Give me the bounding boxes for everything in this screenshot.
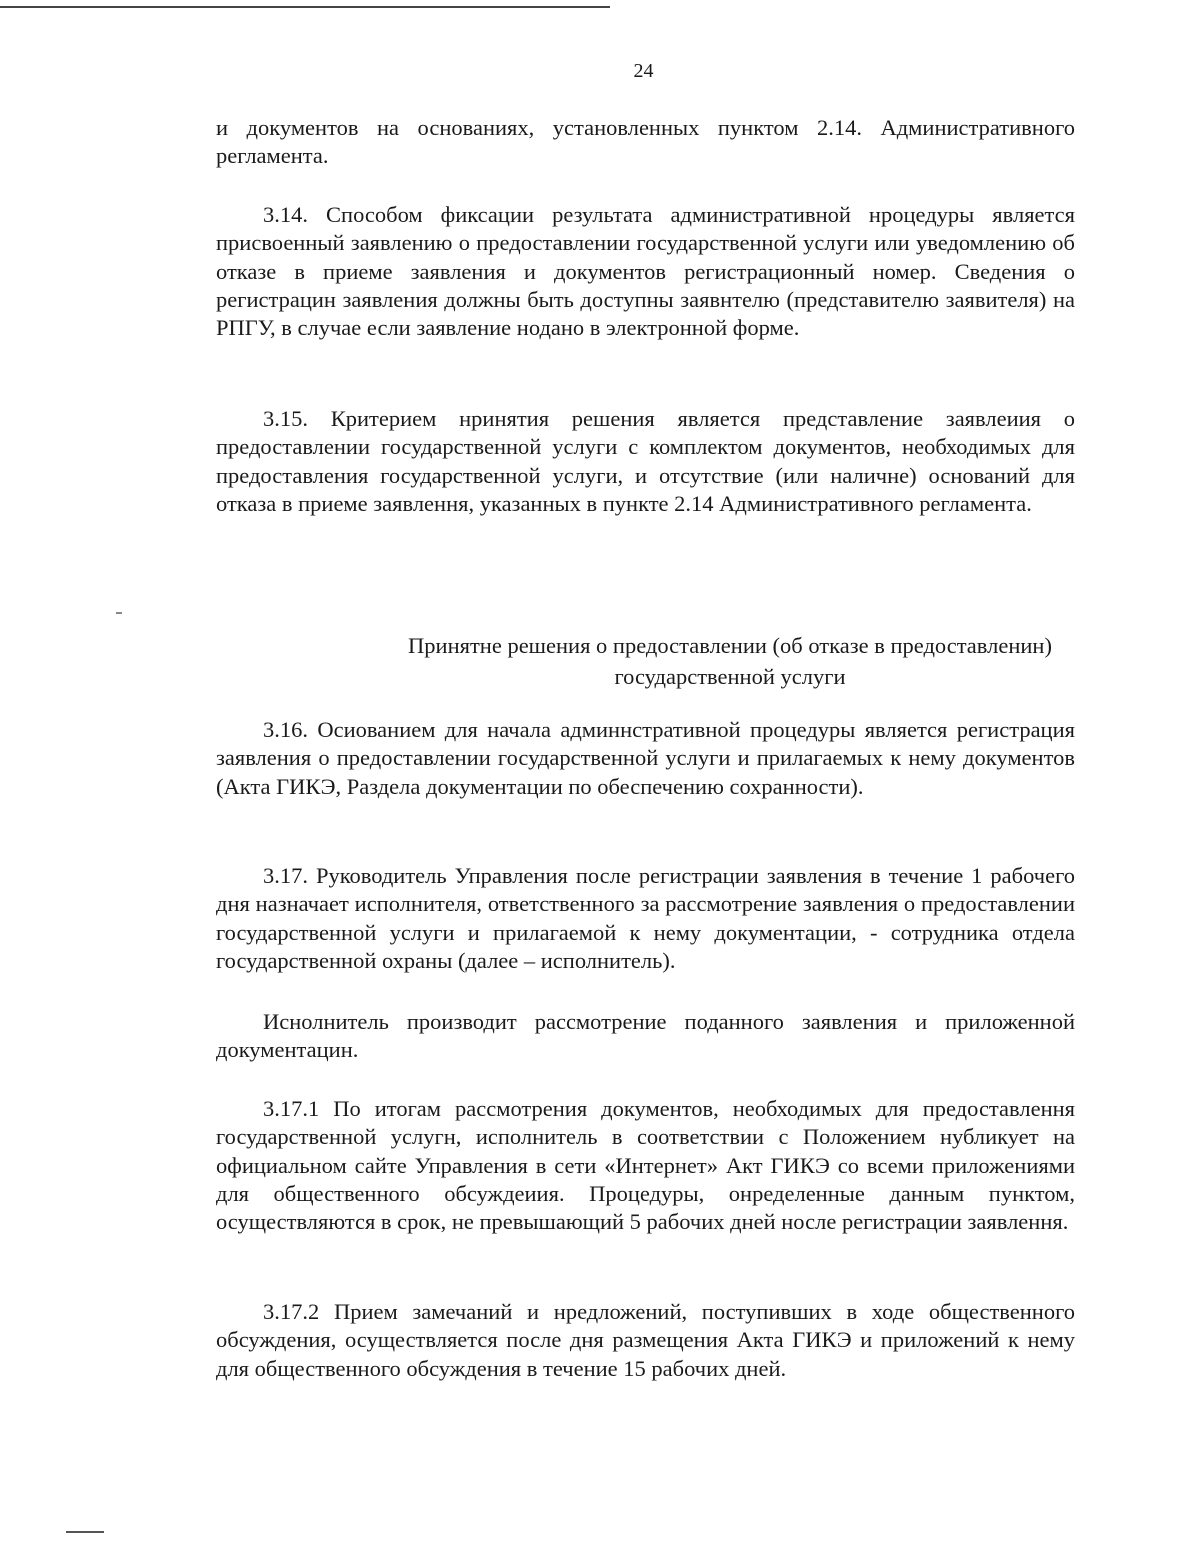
paragraph-3-17: 3.17. Руководитель Управления после регистрации заявления в течение 1 рабочего дня назначает исполнителя, ответственного за рассмотрение заявления о предоставлении государственной услуги и прилагаемой к нему документации, - сотрудника отдела государственной охраны (далее – исполнитель). (216, 863, 1075, 973)
paragraph-3-16: 3.16. Осиованием для начала админнстративной процедуры является регистрация заявления о предоставлении государственной услуги и прилагаемых к нему документов (Акта ГИКЭ, Раздела документации по обеспечению сохранности). (216, 717, 1075, 799)
paragraph-3-17-executor: Иснолнитель производит рассмотрение поданного заявления и приложенной документацин. (216, 1009, 1075, 1063)
paragraph-3-14: 3.14. Способом фиксации результата административной нроцедуры является присвоенный заявлению о предоставлении государственной услуги или уведомлению об отказе в приеме заявления и документов регистрационный номер. Сведения о регистрацин заявления должны быть доступны заявнтелю (представителю заявителя) на РПГУ, в случае если заявление нодано в электронной форме. (216, 202, 1075, 341)
section-heading-line-1: Принятне решения о предоставлении (об отказе в предоставленин) (408, 633, 1052, 658)
page-number: 24 (633, 60, 654, 82)
paragraph-3-17-1: 3.17.1 По итогам рассмотрения документов, необходимых для предоставлення государственной услугн, исполнитель в соответствии с Положением нубликует на официальном сайте Управления в сети «Интернет» Акт ГИКЭ со всеми приложениями для общественного обсуждеиия. Процедуры, онределенные данным пунктом, осуществляются в срок, не превышающий 5 рабочих дней носле регистрации заявлення. (216, 1096, 1075, 1235)
margin-mark (116, 612, 122, 614)
section-heading-line-2: государственной услуги (614, 664, 846, 689)
bottom-scan-mark (66, 1531, 104, 1533)
paragraph-continuation: и документов на основаниях, установленных пунктом 2.14. Административного регламента. (216, 115, 1075, 169)
top-scan-rule (0, 6, 610, 8)
paragraph-3-17-2: 3.17.2 Прием замечаний и нредложений, поступивших в ходе общественного обсуждения, осуществляется после дня размещения Акта ГИКЭ и приложений к нему для общественного обсуждения в течение 15 рабочих дней. (216, 1299, 1075, 1381)
section-heading (216, 630, 1200, 692)
paragraph-3-15: 3.15. Критерием нринятия решения является представление заявлеиия о предоставлении государственной услуги с комплектом документов, необходимых для предоставления государственной услуги, и отсутствие (или наличне) оснований для отказа в приеме заявлення, указанных в пункте 2.14 Административного регламента. (216, 406, 1075, 516)
